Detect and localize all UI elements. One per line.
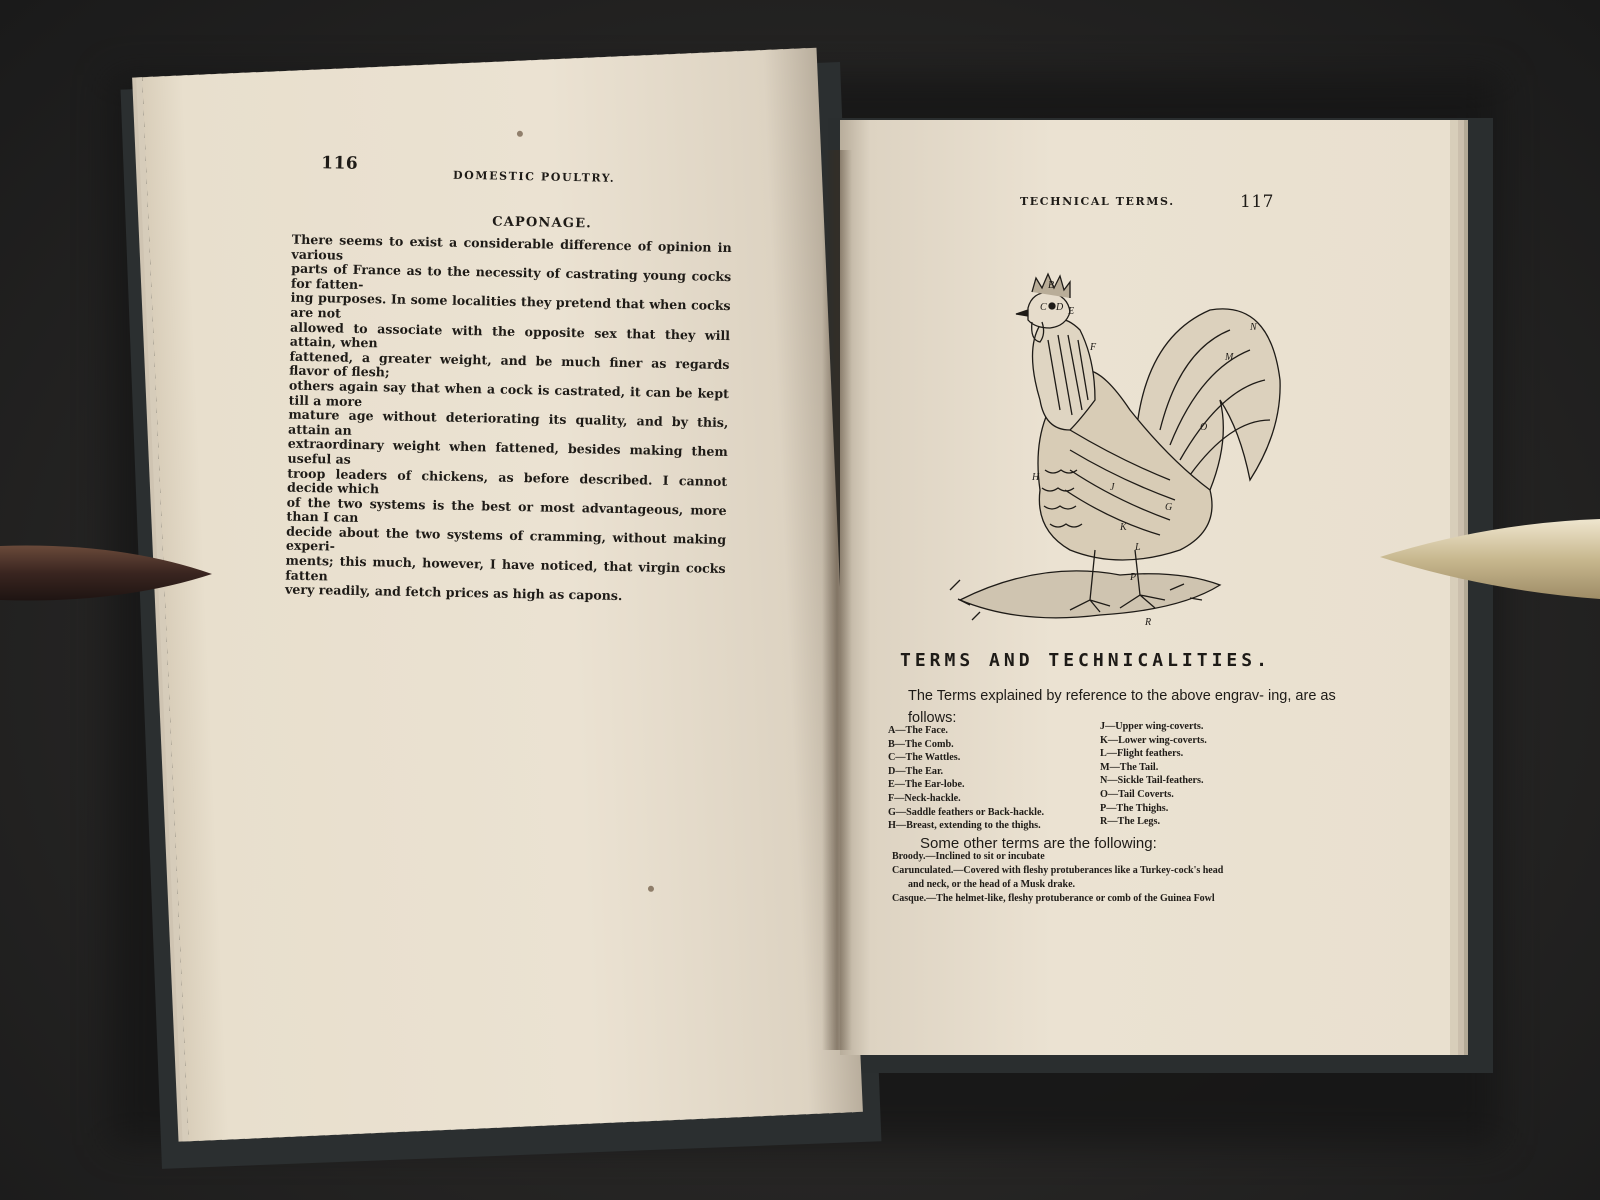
- terms-list-left: [888, 724, 1044, 833]
- svg-text:N: N: [1250, 322, 1257, 333]
- svg-text:O: O: [1200, 422, 1208, 433]
- book-gutter: [822, 150, 852, 1050]
- term-item: F—Neck-hackle.: [888, 792, 961, 804]
- svg-text:K: K: [1120, 522, 1127, 533]
- running-head-left: DOMESTIC POULTRY.: [452, 168, 616, 185]
- left-page: [142, 48, 863, 1141]
- running-head-right: TECHNICAL TERMS.: [1020, 195, 1175, 208]
- other-term-item: Carunculated.—Covered with fleshy protuberances like a Turkey-cock's head: [892, 865, 1224, 876]
- caponage-paragraph: There seems to exist a considerable difference of opinion in various parts of France as to the necessity of castrating young cocks for fatten- ing purposes. In some localities they pretend that when cocks are not allowed to associate with the opposite sex that they will attain, when fattened, a greater weight, and be much finer as regards flavor of flesh; others again say that when a cock is castrated, it can be kept till a more mature age without deteriorating its quality, and by this, attain an extraordinary weight when fattened, besides making them useful as troop leaders of chickens, as before described. I cannot decide which of the two systems is the best or most advantageous, more than I can decide about the two systems of cramming, without making experi- ments; this much, however, I have noticed, that virgin cocks fatten very readily, and fetch prices as high as capons.: [284, 231, 732, 604]
- section-heading-caponage: CAPONAGE.: [492, 214, 593, 232]
- left-page-content: [142, 58, 830, 1136]
- page-number-right: 117: [1240, 192, 1274, 212]
- term-item: L—Flight feathers.: [1100, 748, 1184, 760]
- term-item: D—The Ear.: [888, 765, 944, 777]
- term-item: K—Lower wing-coverts.: [1100, 734, 1207, 746]
- svg-text:C: C: [1040, 302, 1047, 313]
- svg-text:D: D: [1056, 302, 1064, 313]
- terms-list-right: [1100, 720, 1207, 829]
- left-page-holder-icon: [0, 538, 215, 608]
- svg-text:L: L: [1135, 542, 1141, 553]
- term-item: N—Sickle Tail-feathers.: [1100, 775, 1204, 787]
- term-item: H—Breast, extending to the thighs.: [888, 820, 1041, 832]
- term-item: J—Upper wing-coverts.: [1100, 721, 1204, 732]
- term-item: C—The Wattles.: [888, 752, 961, 764]
- other-term-item: and neck, or the head of a Musk drake.: [908, 879, 1076, 890]
- terms-title: TERMS AND TECHNICALITIES.: [900, 650, 1271, 671]
- svg-text:H: H: [1032, 472, 1040, 483]
- term-item: A—The Face.: [888, 725, 948, 736]
- svg-text:R: R: [1145, 617, 1152, 628]
- svg-text:G: G: [1165, 502, 1173, 513]
- other-term-item: Casque.—The helmet-like, fleshy protuberance or comb of the Guinea Fowl: [892, 893, 1215, 904]
- svg-text:P: P: [1130, 572, 1137, 583]
- svg-text:B: B: [1048, 280, 1055, 291]
- page-number-left: 116: [321, 153, 359, 174]
- right-page-holder-icon: [1378, 515, 1600, 605]
- other-terms-heading: Some other terms are the following:: [920, 835, 1157, 852]
- other-term-item: Broody.—Inclined to sit or incubate: [892, 851, 1045, 862]
- svg-text:M: M: [1225, 352, 1234, 363]
- other-terms-list: [892, 850, 1362, 906]
- terms-intro: The Terms explained by reference to the above engrav- ing, are as follows:: [908, 688, 1336, 726]
- right-page: [840, 120, 1450, 1055]
- term-item: B—The Comb.: [888, 738, 954, 750]
- term-item: P—The Thighs.: [1100, 802, 1169, 814]
- term-item: E—The Ear-lobe.: [888, 779, 965, 791]
- svg-text:J: J: [1110, 482, 1115, 493]
- rooster-engraving-icon: [920, 230, 1310, 650]
- term-item: O—Tail Coverts.: [1100, 788, 1174, 800]
- svg-text:E: E: [1068, 306, 1075, 317]
- term-item: G—Saddle feathers or Back-hackle.: [888, 806, 1045, 818]
- term-item: M—The Tail.: [1100, 761, 1159, 773]
- term-item: R—The Legs.: [1100, 816, 1160, 828]
- svg-text:F: F: [1090, 342, 1097, 353]
